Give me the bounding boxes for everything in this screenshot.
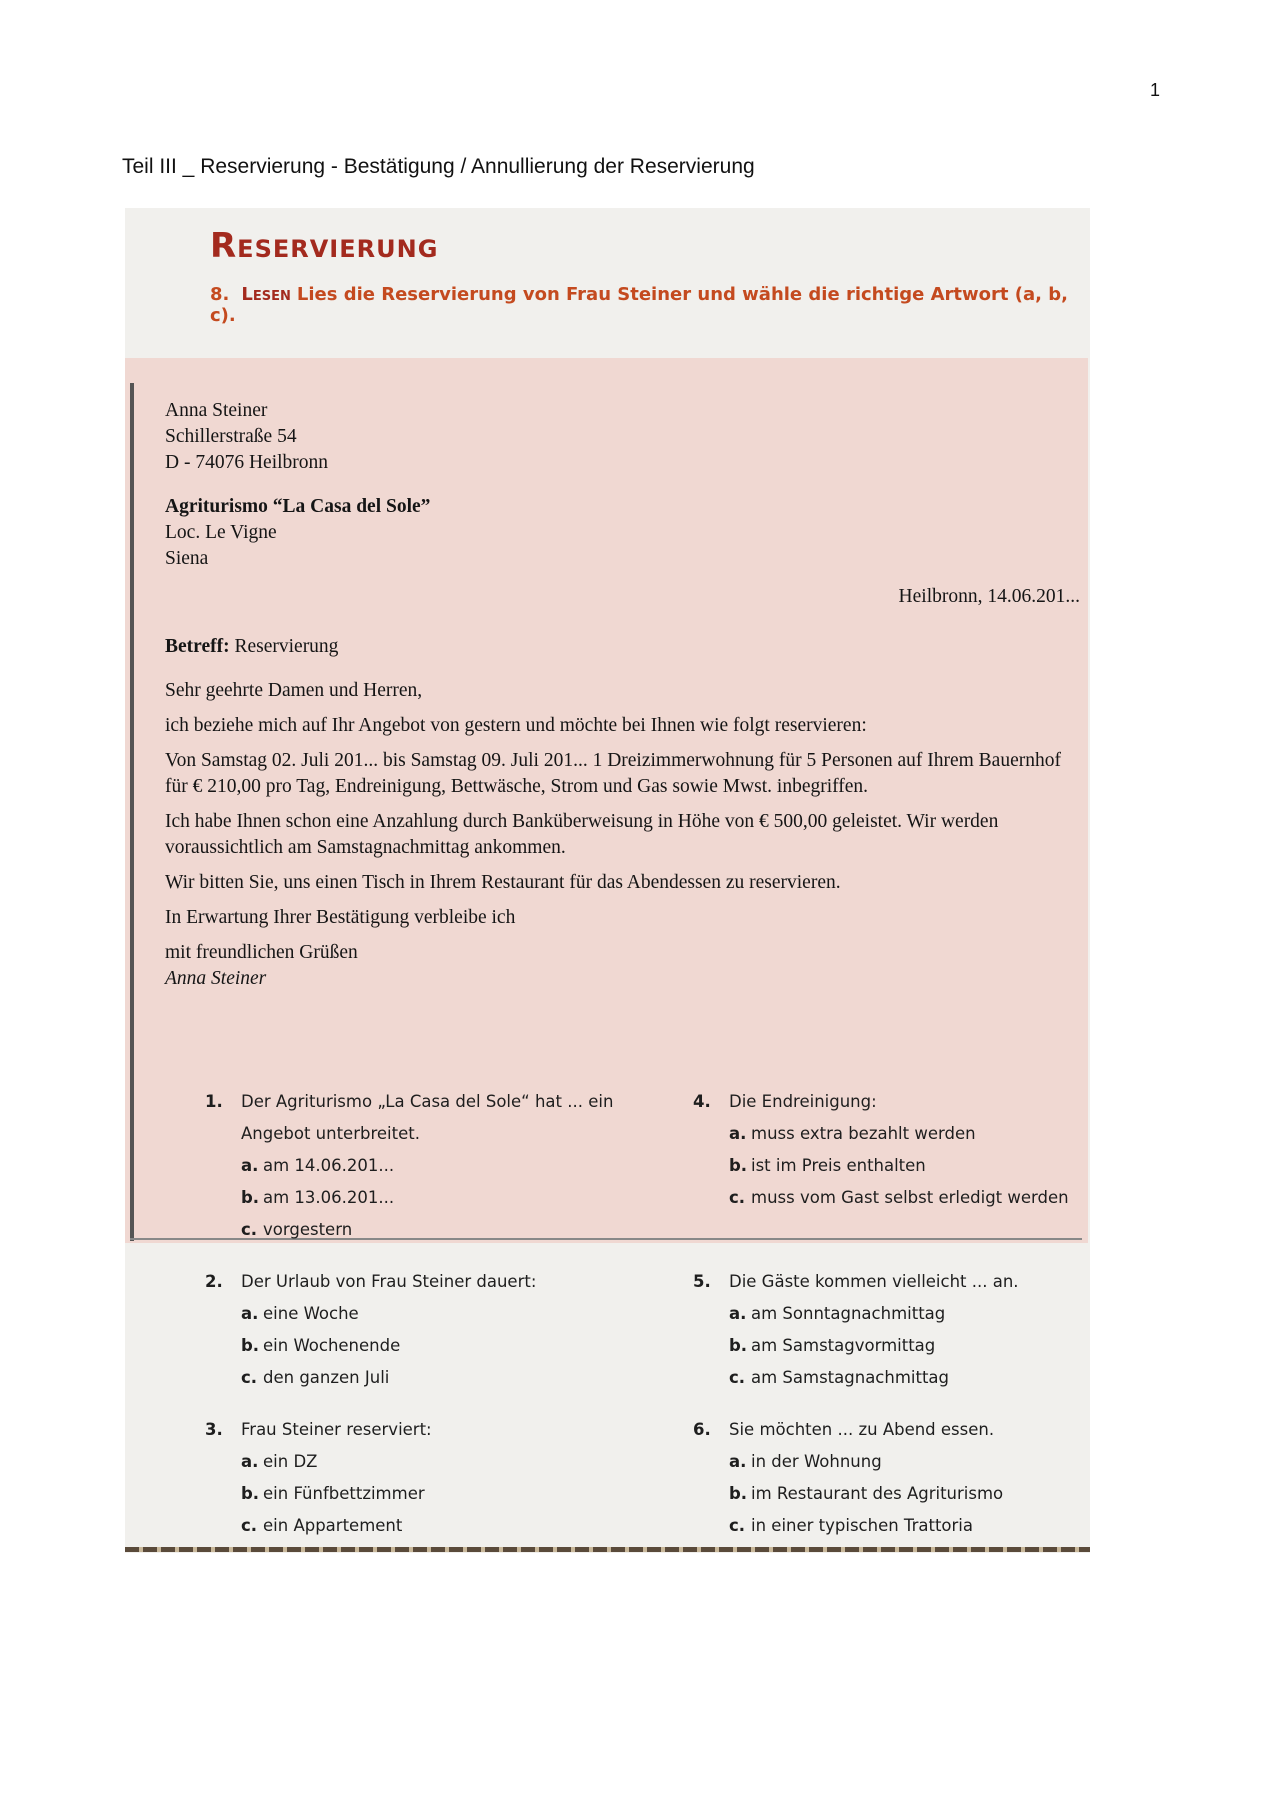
place-date: Heilbronn, 14.06.201...	[898, 586, 1080, 607]
option-key: c.	[729, 1516, 746, 1535]
sender-line: Anna Steiner	[165, 400, 268, 421]
option-text: in der Wohnung	[751, 1452, 882, 1471]
recipient-address	[165, 494, 1080, 572]
subject-line	[165, 634, 1080, 660]
question-number: 1.	[205, 1092, 223, 1111]
option-text: am 13.06.201...	[263, 1188, 395, 1207]
question-4	[693, 1086, 1090, 1214]
task-instruction	[210, 284, 1090, 326]
answer-option[interactable]	[693, 1478, 1090, 1510]
answer-option[interactable]	[205, 1330, 645, 1362]
letter-paragraph: In Erwartung Ihrer Bestätigung verbleibe ich	[165, 907, 516, 928]
option-text: am 14.06.201...	[263, 1156, 395, 1175]
question-6	[693, 1414, 1090, 1542]
option-text: in einer typischen Trattoria	[751, 1516, 973, 1535]
question-text: Die Endreinigung:	[729, 1092, 877, 1111]
task-lesen: Lesen	[241, 284, 291, 305]
option-key: b.	[729, 1336, 748, 1355]
answer-option[interactable]	[693, 1446, 1090, 1478]
option-key: b.	[241, 1188, 260, 1207]
question-text: Die Gäste kommen vielleicht ... an.	[729, 1272, 1019, 1291]
question-number: 3.	[205, 1420, 223, 1439]
letter-paragraph: Wir bitten Sie, uns einen Tisch in Ihrem Restaurant für das Abendessen zu reservieren.	[165, 872, 841, 893]
option-key: b.	[729, 1484, 748, 1503]
answer-option[interactable]	[693, 1362, 1090, 1394]
option-key: c.	[729, 1188, 746, 1207]
answer-option[interactable]	[205, 1150, 645, 1182]
answer-option[interactable]	[693, 1118, 1090, 1150]
answer-option[interactable]	[693, 1298, 1090, 1330]
subject-text: Reservierung	[234, 636, 339, 657]
question-text: Frau Steiner reserviert:	[241, 1420, 432, 1439]
option-key: a.	[241, 1452, 259, 1471]
answer-option[interactable]	[693, 1150, 1090, 1182]
question-number: 6.	[693, 1420, 711, 1439]
question-1	[205, 1086, 645, 1246]
question-text: Sie möchten ... zu Abend essen.	[729, 1420, 995, 1439]
answer-option[interactable]	[205, 1446, 645, 1478]
task-number: 8.	[210, 284, 230, 305]
letter-paragraph: Ich habe Ihnen schon eine Anzahlung durch Banküberweisung in Höhe von € 500,00 geleistet. Wir werden voraussichtlich am Samstagnachmittag ankommen.	[165, 811, 999, 858]
page-number: 1	[1150, 80, 1161, 100]
answer-option[interactable]	[205, 1362, 645, 1394]
answer-option[interactable]	[205, 1478, 645, 1510]
option-key: a.	[729, 1452, 747, 1471]
option-text: ist im Preis enthalten	[751, 1156, 926, 1175]
letter-paragraph: ich beziehe mich auf Ihr Angebot von gestern und möchte bei Ihnen wie folgt reservieren:	[165, 715, 867, 736]
salutation: Sehr geehrte Damen und Herren,	[165, 680, 423, 701]
answer-option[interactable]	[693, 1330, 1090, 1362]
option-text: am Samstagnachmittag	[751, 1368, 950, 1387]
answer-option[interactable]	[693, 1510, 1090, 1542]
option-text: ein Wochenende	[263, 1336, 401, 1355]
scanned-textbook-page	[125, 208, 1090, 1553]
option-text: am Samstagvormittag	[751, 1336, 936, 1355]
option-key: b.	[241, 1336, 260, 1355]
option-key: a.	[729, 1304, 747, 1323]
option-text: am Sonntagnachmittag	[751, 1304, 946, 1323]
document-heading: Teil III _ Reservierung - Bestätigung / Annullierung der Reservierung	[122, 155, 755, 178]
option-text: ein DZ	[263, 1452, 318, 1471]
recipient-line: Loc. Le Vigne	[165, 522, 277, 543]
option-text: muss vom Gast selbst erledigt werden	[751, 1188, 1069, 1207]
closing: mit freundlichen Grüßen	[165, 942, 358, 963]
question-2	[205, 1266, 645, 1394]
answer-option[interactable]	[205, 1214, 645, 1246]
question-5	[693, 1266, 1090, 1394]
signature: Anna Steiner	[165, 968, 267, 989]
question-number: 5.	[693, 1272, 711, 1291]
option-text: eine Woche	[263, 1304, 359, 1323]
option-key: c.	[241, 1368, 258, 1387]
recipient-line: Siena	[165, 548, 209, 569]
scan-bottom-border	[125, 1547, 1090, 1552]
subject-label: Betreff:	[165, 636, 230, 657]
option-text: den ganzen Juli	[263, 1368, 390, 1387]
question-text: Der Agriturismo „La Casa del Sole“ hat ... ein Angebot unterbreitet.	[241, 1092, 614, 1143]
letter-left-edge	[130, 383, 134, 1241]
answer-option[interactable]	[205, 1510, 645, 1542]
answer-option[interactable]	[205, 1182, 645, 1214]
sender-line: Schillerstraße 54	[165, 426, 297, 447]
option-text: im Restaurant des Agriturismo	[751, 1484, 1004, 1503]
option-key: b.	[241, 1484, 260, 1503]
option-key: b.	[729, 1156, 748, 1175]
reservation-letter	[165, 398, 1080, 992]
option-text: ein Fünfbettzimmer	[263, 1484, 425, 1503]
option-key: a.	[241, 1156, 259, 1175]
option-key: a.	[241, 1304, 259, 1323]
section-title: Reservierung	[210, 226, 439, 266]
question-3	[205, 1414, 645, 1542]
option-key: c.	[241, 1516, 258, 1535]
question-text: Der Urlaub von Frau Steiner dauert:	[241, 1272, 537, 1291]
question-number: 4.	[693, 1092, 711, 1111]
option-key: c.	[241, 1220, 258, 1239]
recipient-name: Agriturismo “La Casa del Sole”	[165, 496, 431, 517]
option-text: ein Appartement	[263, 1516, 403, 1535]
option-key: c.	[729, 1368, 746, 1387]
option-key: a.	[729, 1124, 747, 1143]
option-text: muss extra bezahlt werden	[751, 1124, 976, 1143]
answer-option[interactable]	[205, 1298, 645, 1330]
task-text: Lies die Reservierung von Frau Steiner und wähle die richtige Artwort (a, b, c).	[210, 284, 1068, 326]
letter-paragraph: Von Samstag 02. Juli 201... bis Samstag 09. Juli 201... 1 Dreizimmerwohnung für 5 Personen auf Ihrem Bauernhof für € 210,00 pro Tag, Endreinigung, Bettwäsche, Strom und Gas sowie Mwst. inbegriffen.	[165, 750, 1061, 797]
answer-option[interactable]	[693, 1182, 1090, 1214]
sender-line: D - 74076 Heilbronn	[165, 452, 329, 473]
option-text: vorgestern	[263, 1220, 353, 1239]
question-number: 2.	[205, 1272, 223, 1291]
sender-address	[165, 398, 1080, 476]
